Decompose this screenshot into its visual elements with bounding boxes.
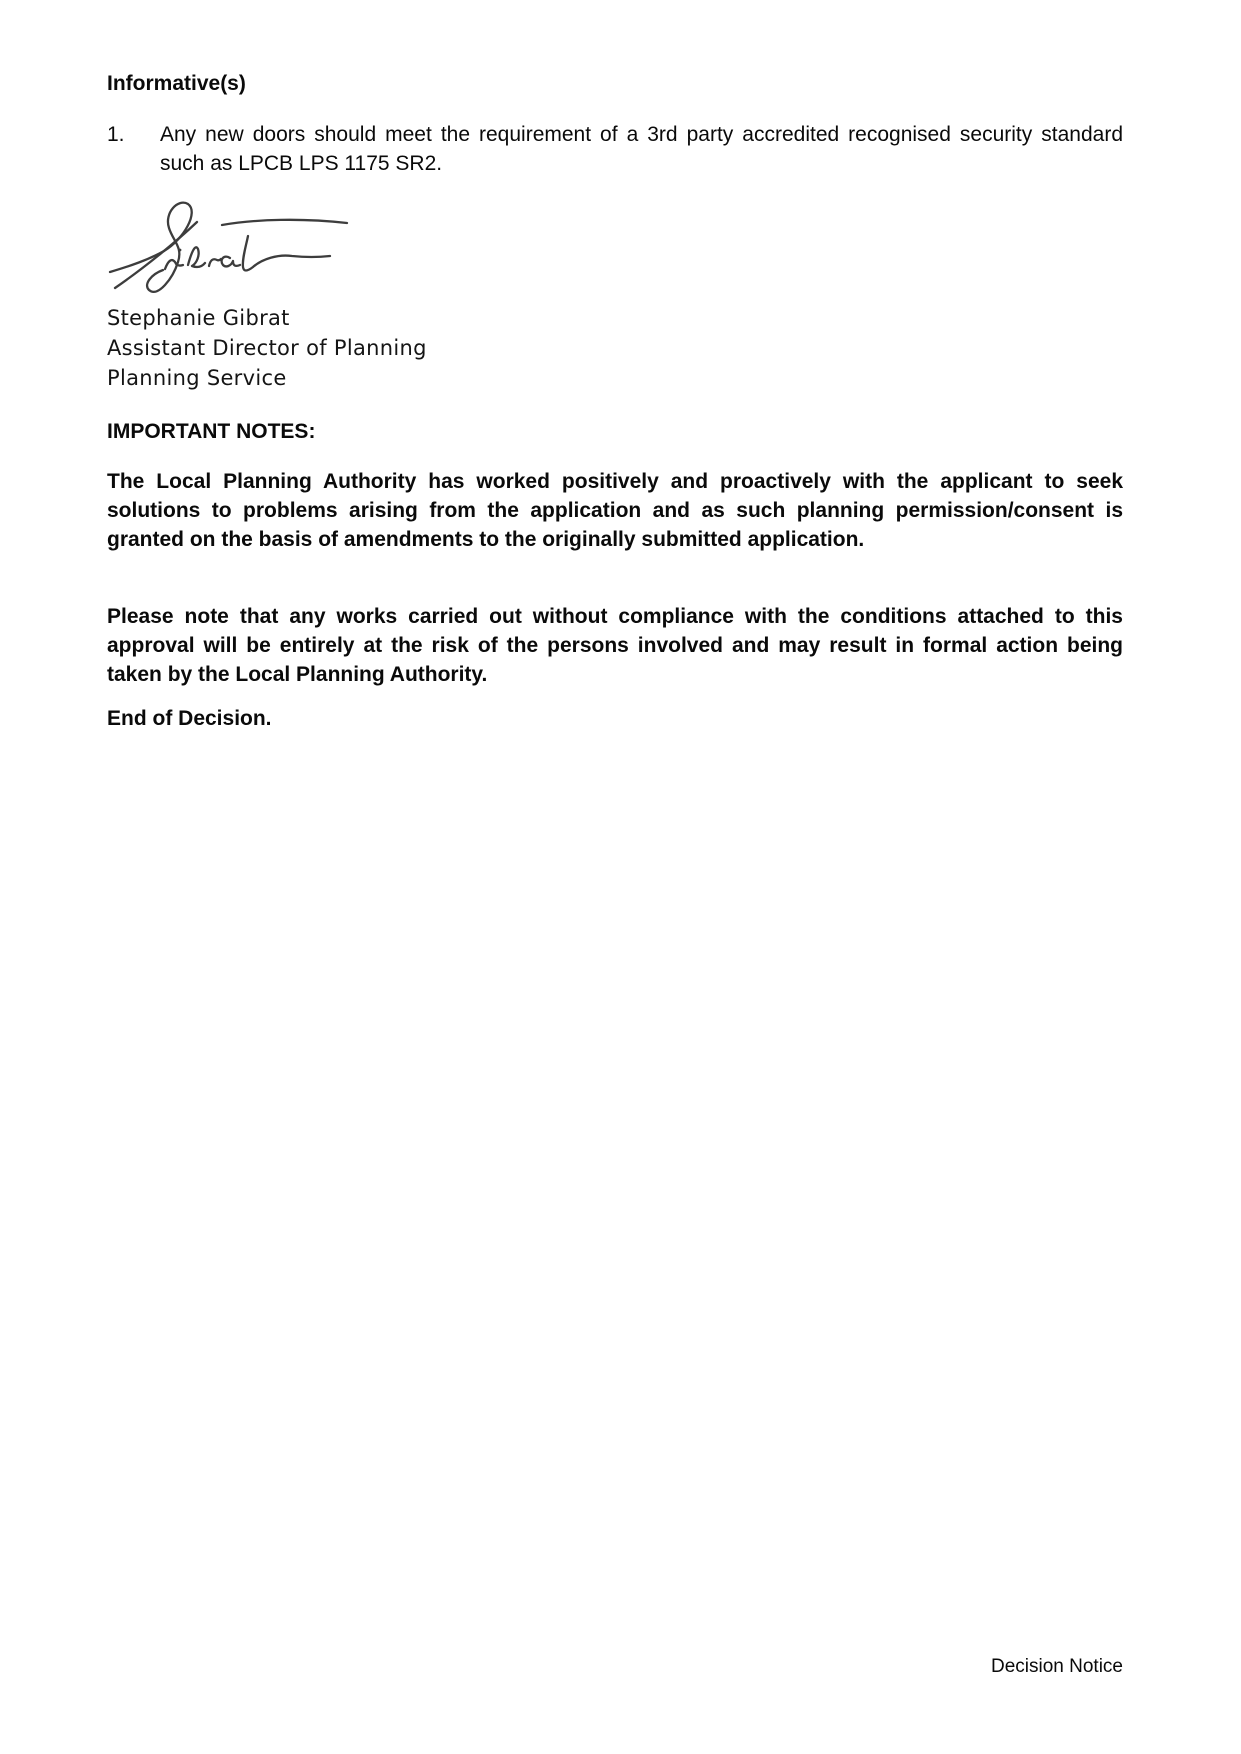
signature-image (102, 196, 354, 310)
signatory-block (107, 303, 807, 393)
informatives-heading: Informative(s) (107, 72, 246, 95)
important-notes-paragraph-1: The Local Planning Authority has worked positively and proactively with the applicant to seek solutions to problems arising from the application and as such planning permission/consent is granted on the basis of amendments to the originally submitted application. (107, 470, 1123, 551)
end-of-decision-text: End of Decision. (107, 707, 272, 730)
important-notes-paragraph-2: Please note that any works carried out without compliance with the conditions attached to this approval will be entirely at the risk of the persons involved and may result in formal action being taken by the Local Planning Authority. (107, 605, 1123, 686)
important-notes-heading: IMPORTANT NOTES: (107, 420, 316, 443)
informative-item-number: 1. (107, 123, 125, 146)
informative-item (107, 120, 1123, 178)
signatory-job-title: Assistant Director of Planning (107, 336, 427, 360)
informative-item-text: Any new doors should meet the requirement of a 3rd party accredited recognised security standard such as LPCB LPS 1175 SR2. (160, 123, 1123, 175)
signatory-department: Planning Service (107, 366, 287, 390)
signatory-name: Stephanie Gibrat (107, 306, 290, 330)
footer-document-label: Decision Notice (991, 1656, 1123, 1677)
